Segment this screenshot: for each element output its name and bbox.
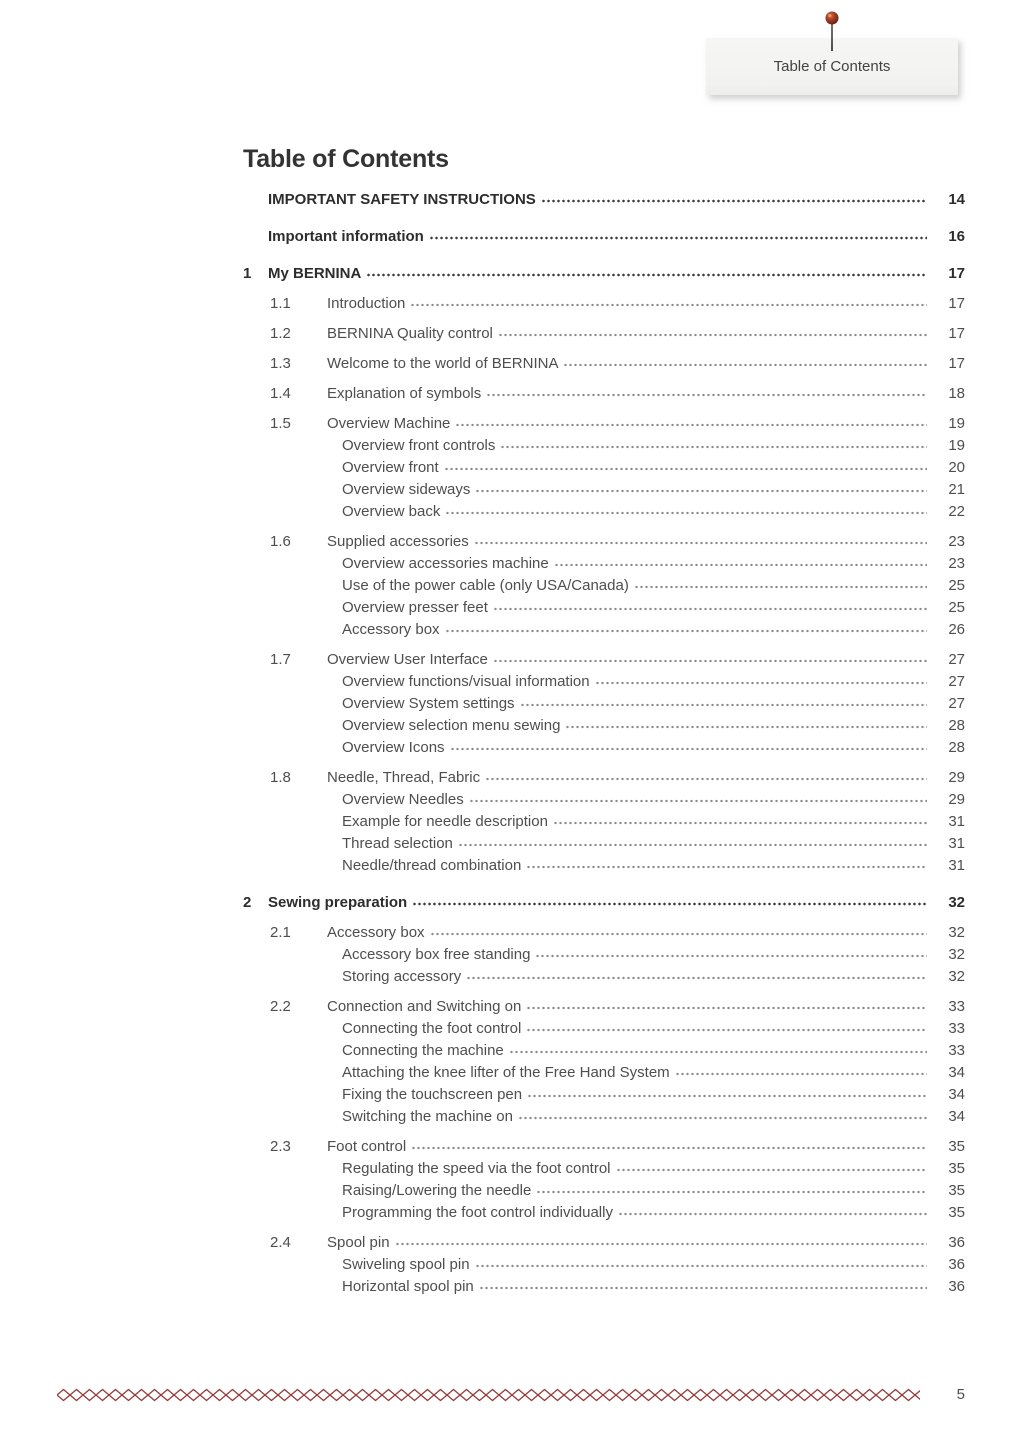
toc-section-entry-number: 2.4 — [270, 1234, 291, 1251]
toc-sub-entry-label: Switching the machine on — [342, 1108, 513, 1125]
leader-dots — [493, 607, 927, 611]
leader-dots — [485, 777, 927, 781]
toc-sub-entry-page: 27 — [948, 695, 965, 712]
leader-dots — [498, 333, 927, 337]
leader-dots — [595, 681, 927, 685]
toc-sub-entry-page: 31 — [948, 813, 965, 830]
toc-sub-entry-page: 25 — [948, 599, 965, 616]
toc-section-entry[interactable] — [243, 353, 965, 375]
toc-section-entry-label: Spool pin — [327, 1234, 390, 1251]
toc-sub-entry-page: 25 — [948, 577, 965, 594]
toc-sub-entry[interactable] — [243, 1158, 965, 1180]
toc-sub-entry-page: 34 — [948, 1108, 965, 1125]
toc-sub-entry-page: 28 — [948, 739, 965, 756]
toc-section-entry[interactable] — [243, 767, 965, 789]
toc-sub-entry-page: 21 — [948, 481, 965, 498]
toc-sub-entry[interactable] — [243, 479, 965, 501]
toc-sub-entry-page: 31 — [948, 835, 965, 852]
toc-front-entry-label: Important information — [268, 228, 424, 245]
leader-dots — [395, 1242, 927, 1246]
leader-dots — [500, 445, 927, 449]
toc-sub-entry[interactable] — [243, 435, 965, 457]
toc-front-entry[interactable] — [243, 189, 965, 211]
toc-sub-entry-label: Overview front — [342, 459, 439, 476]
leader-dots — [554, 563, 927, 567]
toc-sub-entry-label: Connecting the foot control — [342, 1020, 522, 1037]
toc-section-entry-label: Welcome to the world of BERNINA — [327, 355, 559, 372]
toc-sub-entry[interactable] — [243, 833, 965, 855]
page-tab-label: Table of Contents — [773, 58, 891, 75]
toc-chapter-entry-page: 32 — [948, 894, 965, 911]
toc-sub-entry-label: Overview front controls — [342, 437, 496, 454]
toc-chapter-entry-label: Sewing preparation — [268, 894, 408, 911]
toc-sub-entry-page: 32 — [948, 946, 965, 963]
toc-sub-entry-page: 22 — [948, 503, 965, 520]
toc-sub-entry[interactable] — [243, 715, 965, 737]
leader-dots — [518, 1116, 927, 1120]
toc-sub-entry-label: Overview Needles — [342, 791, 464, 808]
toc-sub-entry-label: Programming the foot control individually — [342, 1204, 613, 1221]
toc-sub-entry-label: Example for needle description — [342, 813, 548, 830]
toc-section-entry-page: 27 — [948, 651, 965, 668]
toc-section-entry-number: 1.8 — [270, 769, 291, 786]
toc-sub-entry[interactable] — [243, 1276, 965, 1298]
toc-section-entry-page: 32 — [948, 924, 965, 941]
toc-sub-entry[interactable] — [243, 737, 965, 759]
toc-sub-entry[interactable] — [243, 1040, 965, 1062]
toc-sub-entry[interactable] — [243, 575, 965, 597]
toc-section-entry-number: 2.2 — [270, 998, 291, 1015]
toc-sub-entry-label: Use of the power cable (only USA/Canada) — [342, 577, 629, 594]
push-pin-icon — [823, 10, 841, 56]
toc-sub-entry-label: Thread selection — [342, 835, 453, 852]
leader-dots — [526, 865, 927, 869]
toc-sub-entry-page: 35 — [948, 1160, 965, 1177]
toc-sub-entry[interactable] — [243, 811, 965, 833]
toc-section-entry-page: 36 — [948, 1234, 965, 1251]
leader-dots — [479, 1286, 927, 1290]
toc-section-entry-page: 17 — [948, 295, 965, 312]
leader-dots — [474, 541, 927, 545]
toc-section-entry[interactable] — [243, 531, 965, 553]
toc-front-entry-page: 14 — [948, 191, 965, 208]
leader-dots — [455, 423, 927, 427]
toc-sub-entry[interactable] — [243, 1062, 965, 1084]
toc-sub-entry[interactable] — [243, 789, 965, 811]
toc-sub-entry[interactable] — [243, 1018, 965, 1040]
leader-dots — [509, 1050, 927, 1054]
toc-section-entry[interactable] — [243, 996, 965, 1018]
toc-section-entry-number: 1.6 — [270, 533, 291, 550]
leader-dots — [634, 585, 927, 589]
toc-sub-entry-label: Accessory box free standing — [342, 946, 531, 963]
toc-sub-entry-page: 32 — [948, 968, 965, 985]
leader-dots — [469, 799, 927, 803]
leader-dots — [444, 467, 927, 471]
leader-dots — [430, 932, 927, 936]
toc-front-entry[interactable] — [243, 226, 965, 248]
leader-dots — [675, 1072, 927, 1076]
toc-sub-entry[interactable] — [243, 597, 965, 619]
toc-chapter-entry-number: 1 — [243, 265, 252, 282]
toc-sub-entry-page: 20 — [948, 459, 965, 476]
toc-sub-entry[interactable] — [243, 501, 965, 523]
toc-list — [243, 189, 965, 1298]
leader-dots — [563, 363, 927, 367]
toc-sub-entry-page: 33 — [948, 1042, 965, 1059]
toc-sub-entry-label: Storing accessory — [342, 968, 462, 985]
toc-sub-entry-label: Attaching the knee lifter of the Free Hand System — [342, 1064, 670, 1081]
toc-section-entry-label: Introduction — [327, 295, 406, 312]
toc-sub-entry-page: 28 — [948, 717, 965, 734]
toc-content — [243, 144, 965, 1298]
leader-dots — [450, 747, 927, 751]
toc-section-entry-label: Overview User Interface — [327, 651, 488, 668]
toc-section-entry-number: 1.3 — [270, 355, 291, 372]
toc-sub-entry[interactable] — [243, 944, 965, 966]
leader-dots — [445, 629, 927, 633]
toc-sub-entry-page: 36 — [948, 1256, 965, 1273]
leader-dots — [616, 1168, 927, 1172]
toc-section-entry-label: Foot control — [327, 1138, 407, 1155]
leader-dots — [527, 1094, 927, 1098]
toc-section-entry-page: 17 — [948, 355, 965, 372]
toc-sub-entry-label: Overview System settings — [342, 695, 515, 712]
leader-dots — [618, 1212, 927, 1216]
toc-sub-entry-label: Accessory box — [342, 621, 440, 638]
toc-sub-entry-page: 35 — [948, 1204, 965, 1221]
leader-dots — [553, 821, 927, 825]
leader-dots — [412, 902, 927, 906]
leader-dots — [486, 393, 927, 397]
toc-chapter-entry[interactable] — [243, 263, 965, 285]
toc-sub-entry-label: Connecting the machine — [342, 1042, 504, 1059]
toc-section-entry[interactable] — [243, 413, 965, 435]
toc-section-entry-page: 29 — [948, 769, 965, 786]
toc-sub-entry-page: 34 — [948, 1064, 965, 1081]
toc-sub-entry-label: Overview selection menu sewing — [342, 717, 561, 734]
leader-dots — [411, 1146, 927, 1150]
page-footer — [57, 1386, 965, 1403]
toc-section-entry[interactable] — [243, 383, 965, 405]
toc-section-entry[interactable] — [243, 323, 965, 345]
toc-section-entry[interactable] — [243, 649, 965, 671]
toc-sub-entry[interactable] — [243, 855, 965, 877]
toc-chapter-entry-page: 17 — [948, 265, 965, 282]
toc-sub-entry[interactable] — [243, 1084, 965, 1106]
toc-sub-entry[interactable] — [243, 1106, 965, 1128]
toc-sub-entry-label: Horizontal spool pin — [342, 1278, 474, 1295]
toc-section-entry-label: Connection and Switching on — [327, 998, 522, 1015]
toc-sub-entry-page: 27 — [948, 673, 965, 690]
toc-section-entry[interactable] — [243, 1232, 965, 1254]
toc-front-entry-page: 16 — [948, 228, 965, 245]
toc-sub-entry[interactable] — [243, 1202, 965, 1224]
toc-section-entry[interactable] — [243, 293, 965, 315]
toc-sub-entry[interactable] — [243, 693, 965, 715]
leader-dots — [475, 1264, 927, 1268]
leader-dots — [458, 843, 927, 847]
leader-dots — [429, 236, 927, 240]
toc-sub-entry-page: 19 — [948, 437, 965, 454]
toc-section-entry-number: 1.7 — [270, 651, 291, 668]
leader-dots — [535, 954, 927, 958]
toc-sub-entry-page: 26 — [948, 621, 965, 638]
leader-dots — [475, 489, 927, 493]
toc-sub-entry-page: 31 — [948, 857, 965, 874]
toc-section-entry-number: 1.4 — [270, 385, 291, 402]
toc-section-entry-label: Overview Machine — [327, 415, 451, 432]
toc-section-entry-number: 2.1 — [270, 924, 291, 941]
toc-sub-entry-label: Raising/Lowering the needle — [342, 1182, 532, 1199]
leader-dots — [520, 703, 927, 707]
toc-sub-entry-label: Fixing the touchscreen pen — [342, 1086, 523, 1103]
diamond-chain-border — [57, 1388, 920, 1402]
toc-section-entry[interactable] — [243, 922, 965, 944]
toc-sub-entry-label: Regulating the speed via the foot control — [342, 1160, 611, 1177]
toc-sub-entry[interactable] — [243, 671, 965, 693]
toc-sub-entry[interactable] — [243, 966, 965, 988]
toc-section-entry-page: 17 — [948, 325, 965, 342]
toc-sub-entry-page: 36 — [948, 1278, 965, 1295]
toc-sub-entry[interactable] — [243, 1180, 965, 1202]
toc-sub-entry-label: Needle/thread combination — [342, 857, 522, 874]
toc-chapter-entry-label: My BERNINA — [268, 265, 362, 282]
toc-sub-entry[interactable] — [243, 457, 965, 479]
toc-sub-entry-label: Overview back — [342, 503, 441, 520]
toc-section-entry-label: BERNINA Quality control — [327, 325, 493, 342]
toc-section-entry-page: 35 — [948, 1138, 965, 1155]
toc-sub-entry-label: Overview accessories machine — [342, 555, 549, 572]
toc-front-entry-label: IMPORTANT SAFETY INSTRUCTIONS — [268, 191, 536, 208]
toc-sub-entry[interactable] — [243, 619, 965, 641]
toc-section-entry-page: 23 — [948, 533, 965, 550]
toc-sub-entry-label: Overview functions/visual information — [342, 673, 590, 690]
leader-dots — [410, 303, 927, 307]
toc-sub-entry-page: 33 — [948, 1020, 965, 1037]
leader-dots — [493, 659, 927, 663]
toc-chapter-entry-number: 2 — [243, 894, 252, 911]
toc-section-entry-page: 19 — [948, 415, 965, 432]
toc-section-entry-label: Accessory box — [327, 924, 425, 941]
toc-section-entry-label: Needle, Thread, Fabric — [327, 769, 481, 786]
toc-section-entry-label: Supplied accessories — [327, 533, 469, 550]
toc-section-entry-label: Explanation of symbols — [327, 385, 482, 402]
toc-section-entry-page: 33 — [948, 998, 965, 1015]
leader-dots — [366, 273, 927, 277]
leader-dots — [536, 1190, 927, 1194]
page-number: 5 — [956, 1386, 965, 1403]
leader-dots — [526, 1028, 927, 1032]
page-title: Table of Contents — [243, 145, 449, 173]
leader-dots — [445, 511, 927, 515]
toc-sub-entry-label: Overview sideways — [342, 481, 471, 498]
toc-section-entry[interactable] — [243, 1136, 965, 1158]
leader-dots — [466, 976, 927, 980]
toc-sub-entry-label: Overview Icons — [342, 739, 445, 756]
toc-sub-entry-page: 34 — [948, 1086, 965, 1103]
leader-dots — [565, 725, 927, 729]
toc-section-entry-number: 1.1 — [270, 295, 291, 312]
toc-sub-entry[interactable] — [243, 553, 965, 575]
leader-dots — [541, 199, 927, 203]
toc-sub-entry-label: Swiveling spool pin — [342, 1256, 470, 1273]
toc-section-entry-number: 1.2 — [270, 325, 291, 342]
toc-section-entry-page: 18 — [948, 385, 965, 402]
toc-sub-entry-page: 23 — [948, 555, 965, 572]
toc-section-entry-number: 2.3 — [270, 1138, 291, 1155]
toc-sub-entry-page: 29 — [948, 791, 965, 808]
toc-sub-entry[interactable] — [243, 1254, 965, 1276]
toc-sub-entry-page: 35 — [948, 1182, 965, 1199]
leader-dots — [526, 1006, 927, 1010]
toc-section-entry-number: 1.5 — [270, 415, 291, 432]
toc-chapter-entry[interactable] — [243, 892, 965, 914]
toc-sub-entry-label: Overview presser feet — [342, 599, 488, 616]
